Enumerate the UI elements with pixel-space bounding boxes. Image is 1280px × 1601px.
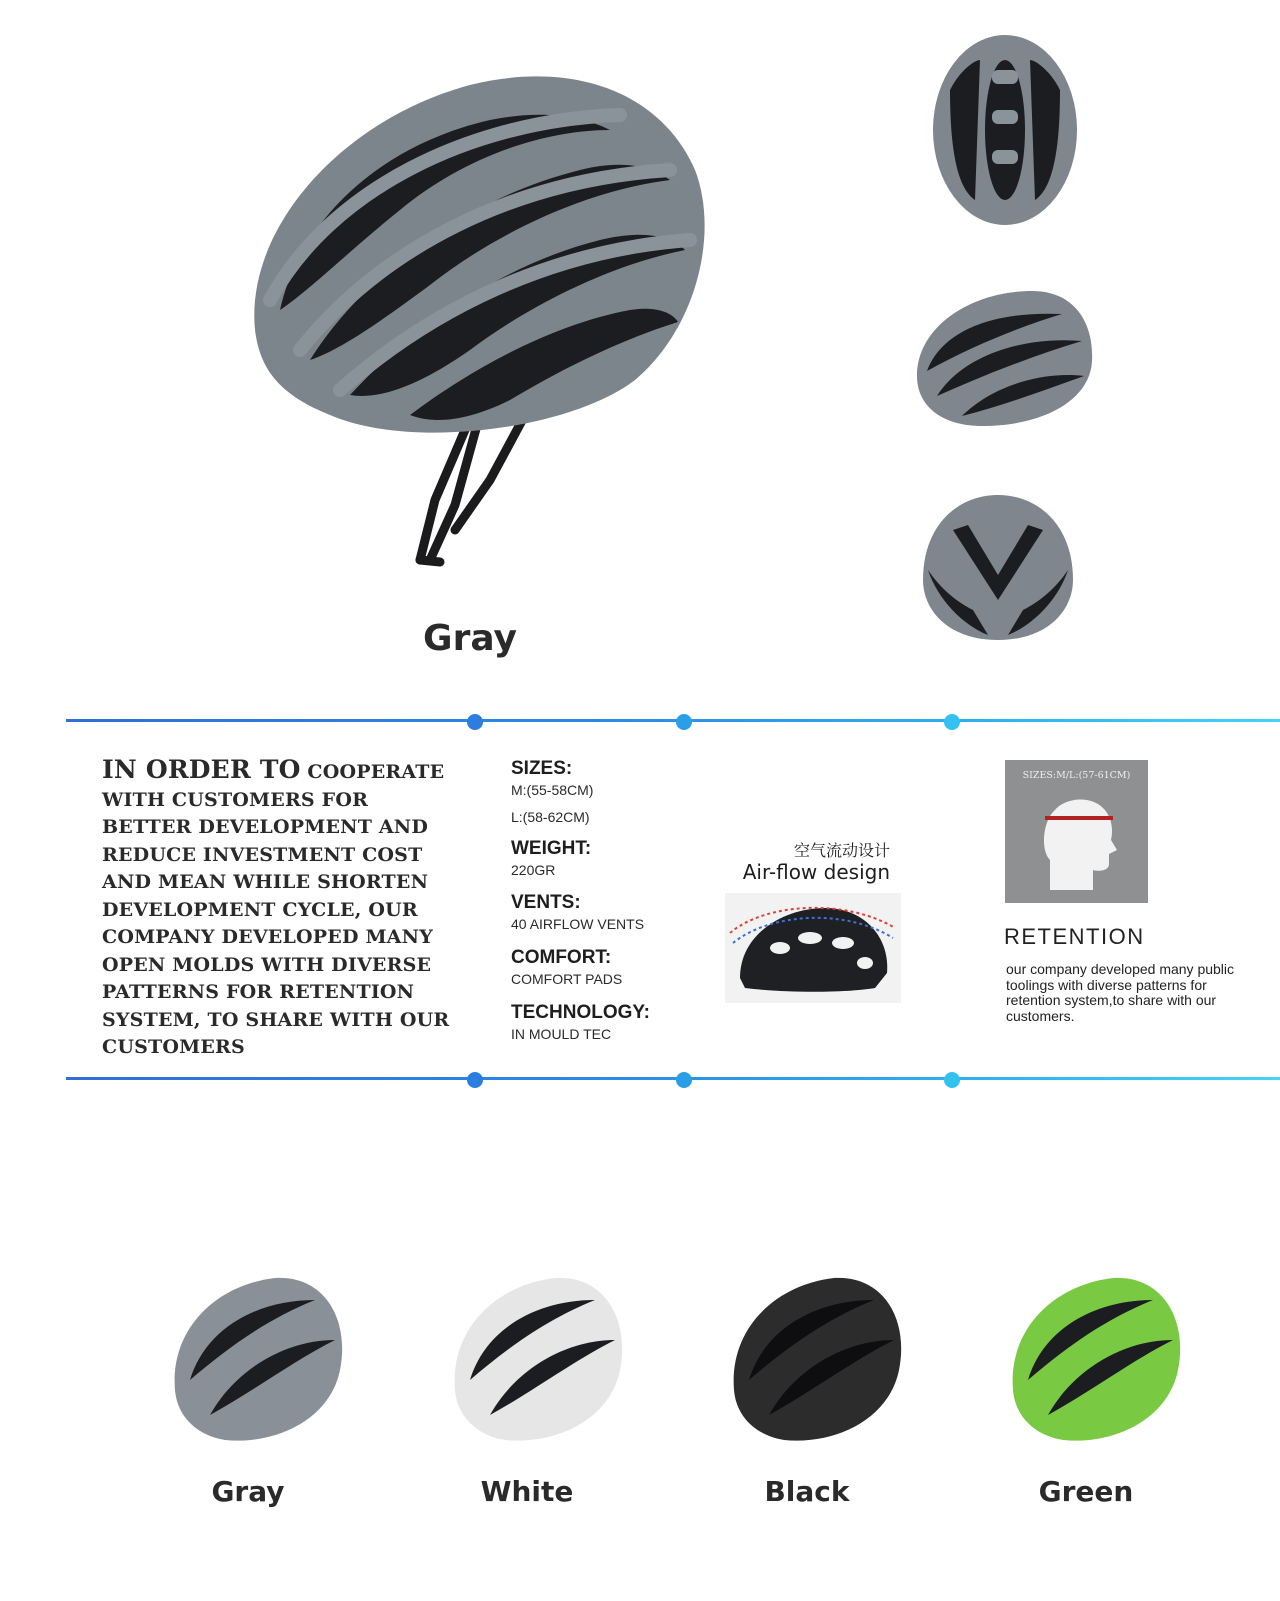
airflow-helmet-cutaway-image (725, 893, 901, 1003)
size-l-value: L:(58-62CM) (511, 809, 590, 825)
technology-title: TECHNOLOGY: (511, 1002, 650, 1023)
comfort-title: COMFORT: (511, 947, 612, 968)
retention-description: our company developed many public toolings with diverse patterns for retention system,to share with our customers. (1006, 961, 1235, 1024)
intro-paragraph (102, 756, 452, 1062)
variant-label-green: Green (1038, 1475, 1134, 1508)
top-separator-line (66, 719, 1280, 722)
retention-sizes-label: SIZES:M/L:(57-61CM) (1022, 770, 1131, 781)
separator-dot (944, 1072, 960, 1088)
helmet-back-view-image (918, 490, 1078, 645)
helmet-top-view-image (930, 30, 1080, 230)
variant-label-gray: Gray (211, 1475, 285, 1508)
weight-title: WEIGHT: (511, 838, 592, 859)
vents-title: VENTS: (511, 892, 581, 913)
size-m-value: M:(55-58CM) (511, 782, 594, 798)
intro-rest-text: COOPERATE WITH CUSTOMERS FOR BETTER DEVELOPMENT AND REDUCE INVESTMENT COST AND MEAN WHILE SHORTEN DEVELOPMENT CYCLE, OUR COMPANY DEVELOPED MANY OPEN MOLDS WITH DIVERSE PATTERNS FOR RETENTION SYSTEM, TO SHARE WITH OUR CUSTOMERS (102, 761, 450, 1058)
variant-label-black: Black (764, 1475, 850, 1508)
separator-dot (467, 714, 483, 730)
bottom-separator-line (66, 1077, 1280, 1080)
intro-lead-words: IN ORDER TO (102, 755, 301, 784)
retention-size-figure (1005, 760, 1148, 903)
variant-label-white: White (480, 1475, 574, 1508)
black-helmet-variant-image (724, 1270, 904, 1450)
vents-value: 40 AIRFLOW VENTS (511, 916, 645, 932)
weight-value: 220GR (511, 862, 556, 878)
comfort-value: COMFORT PADS (511, 971, 623, 987)
gray-helmet-variant-image (165, 1270, 345, 1450)
separator-dot (944, 714, 960, 730)
retention-title: RETENTION (1004, 924, 1145, 949)
separator-dot (676, 1072, 692, 1088)
separator-dot (467, 1072, 483, 1088)
separator-dot (676, 714, 692, 730)
hero-color-label: Gray (423, 618, 517, 659)
white-helmet-variant-image (445, 1270, 625, 1450)
green-helmet-variant-image (1003, 1270, 1183, 1450)
airflow-title-cn: 空气流动设计 (793, 843, 890, 860)
sizes-title: SIZES: (511, 758, 573, 779)
helmet-side-view-image (912, 286, 1097, 432)
gray-helmet-side-image (240, 60, 720, 580)
airflow-title-en: Air-flow design (742, 860, 890, 884)
head-silhouette-icon (1005, 760, 1148, 903)
technology-value: IN MOULD TEC (511, 1026, 612, 1042)
spec-list (511, 758, 731, 1044)
